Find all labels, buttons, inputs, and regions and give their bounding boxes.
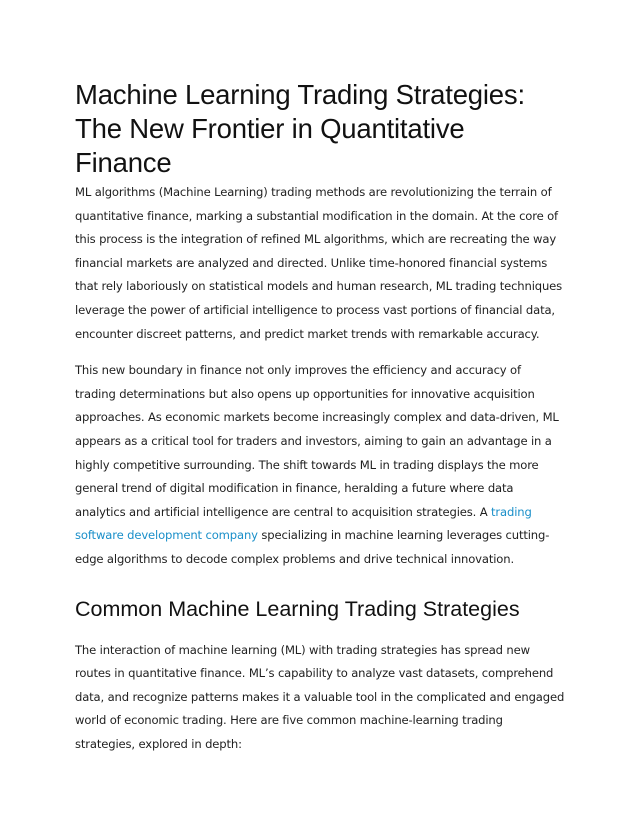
section-heading: Common Machine Learning Trading Strategies (75, 596, 520, 621)
document-title: Machine Learning Trading Strategies: The New Frontier in Quantitative Finance (75, 79, 525, 178)
frontier-paragraph-text-start: This new boundary in finance not only improves the efficiency and accuracy of trading determinations but also opens up opportunities for innovative acquisition approaches. As economic markets become increasingly complex and data-driven, ML appears as a critical tool for traders and investors, aiming to gain an advantage in a highly competitive surrounding. The shift towards ML in trading displays the more general trend of digital modification in finance, heralding a future where data analytics and artificial intelligence are central to acquisition strategies. A (75, 363, 559, 519)
frontier-paragraph (75, 359, 565, 571)
strategies-intro-paragraph: The interaction of machine learning (ML) with trading strategies has spread new routes in quantitative finance. ML’s capability to analyze vast datasets, comprehend data, and recognize patterns makes it a valuable tool in the complicated and engaged world of economic trading. Here are five common machine-learning trading strategies, explored in depth: (75, 642, 565, 751)
frontier-paragraph-text-end: specializing in machine learning leverages cutting-edge algorithms to decode complex problems and drive technical innovation. (75, 528, 550, 566)
trading-software-link[interactable]: trading software development company (75, 504, 532, 543)
document-page (75, 78, 565, 756)
intro-paragraph: ML algorithms (Machine Learning) trading methods are revolutionizing the terrain of quantitative finance, marking a substantial modification in the domain. At the core of this process is the integration of refined ML algorithms, which are recreating the way financial markets are analyzed and directed. Unlike time-honored financial systems that rely laboriously on statistical models and human research, ML trading techniques leverage the power of artificial intelligence to process vast portions of financial data, encounter discreet patterns, and predict market trends with remarkable accuracy. (75, 185, 563, 341)
